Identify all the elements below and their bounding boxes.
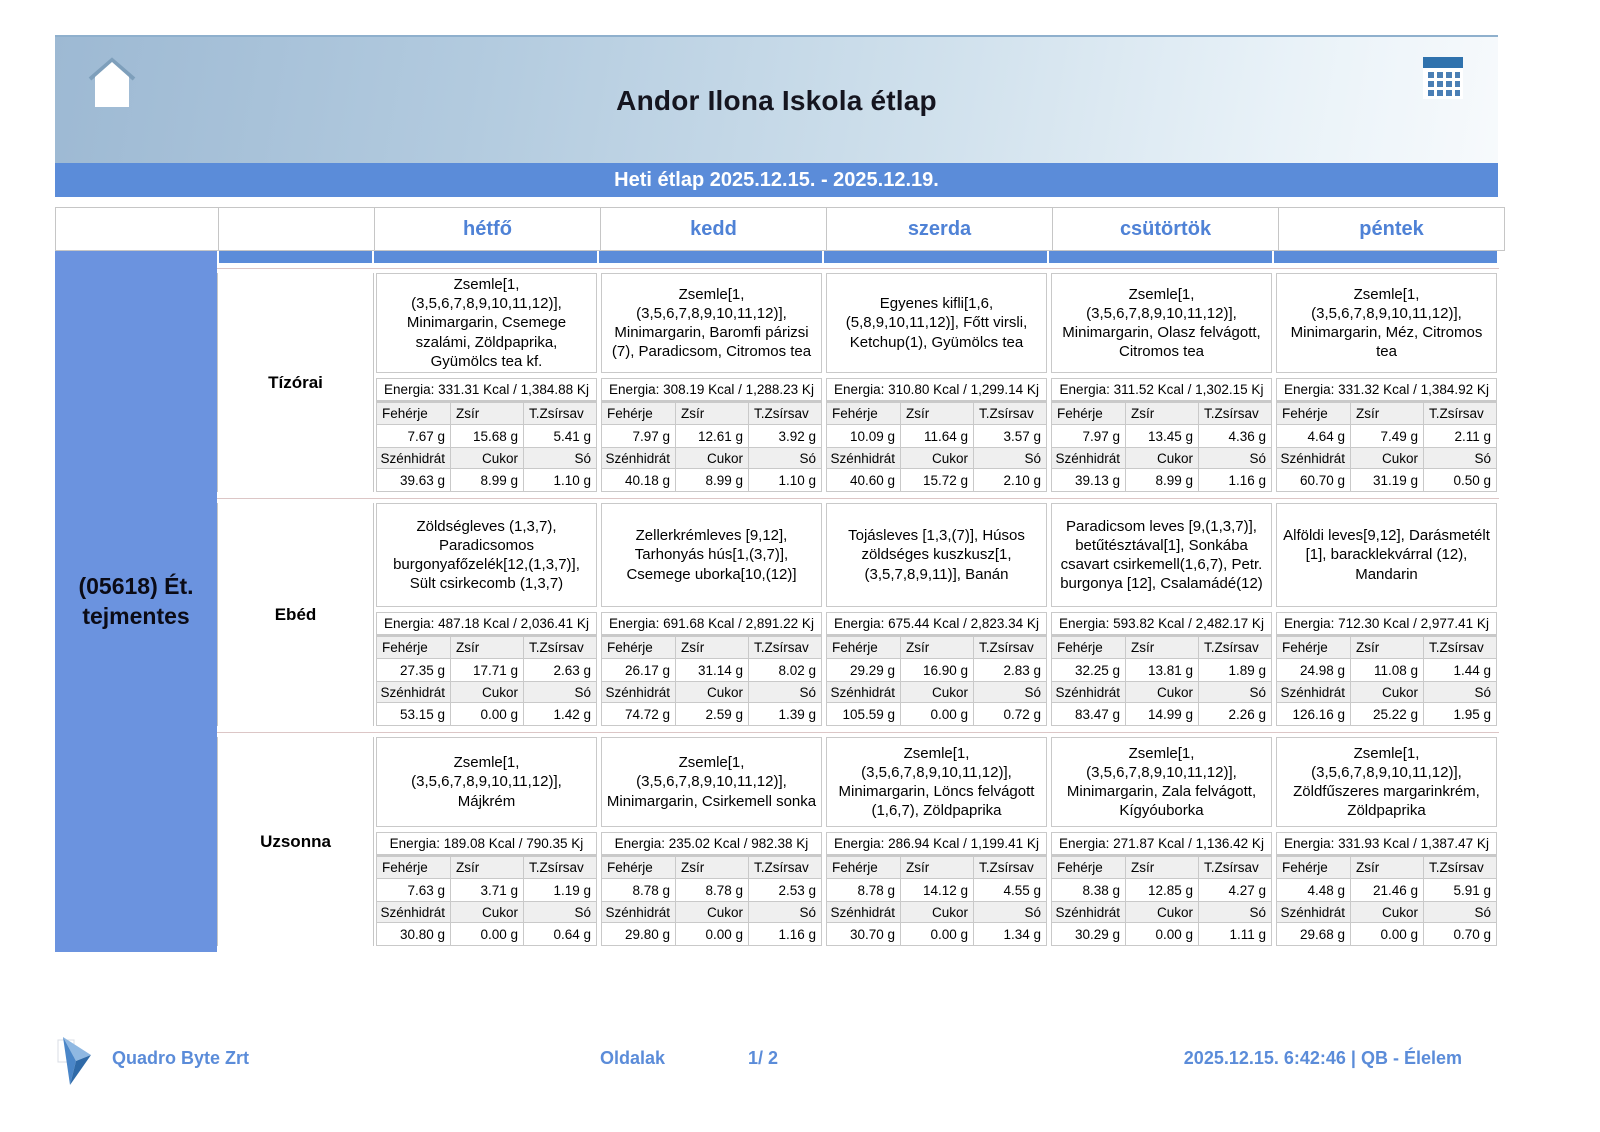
table-header-row — [55, 207, 1498, 251]
nutrient-label: Szénhidrát — [1277, 681, 1350, 702]
nutrient-label: T.Zsírsav — [523, 637, 596, 658]
nutrient-value: 40.18 g — [602, 468, 675, 491]
nutrient-value: 0.00 g — [450, 702, 523, 725]
meal-name-label: Tízórai — [268, 372, 323, 392]
nutrient-value: 7.97 g — [602, 424, 675, 447]
dish-text: Alföldi leves[9,12], Darásmetélt [1], baracklekvárral (12), Mandarin — [1276, 503, 1497, 607]
menu-day-cell — [599, 737, 824, 946]
nutrient-grid — [601, 401, 822, 492]
nutrient-label: Fehérje — [1277, 403, 1350, 424]
nutrient-value: 4.55 g — [973, 878, 1046, 901]
nutrient-label: Só — [1198, 447, 1271, 468]
nutrient-label: Fehérje — [1052, 857, 1125, 878]
menu-table — [55, 207, 1498, 952]
meal-name-cell — [217, 503, 374, 726]
nutrient-value: 1.34 g — [973, 922, 1046, 945]
nutrient-value: 0.00 g — [450, 922, 523, 945]
nutrient-value: 1.19 g — [523, 878, 596, 901]
nutrient-label: Cukor — [900, 901, 973, 922]
diet-sidebar — [55, 251, 217, 952]
dish-text: Zsemle[1, (3,5,6,7,8,9,10,11,12)], Májkrém — [376, 737, 597, 827]
nutrient-value: 8.99 g — [450, 468, 523, 491]
energy-text: Energia: 189.08 Kcal / 790.35 Kj — [376, 832, 597, 855]
meal-name-label: Uzsonna — [260, 831, 331, 851]
nutrient-label: Fehérje — [377, 403, 450, 424]
menu-day-cell — [599, 273, 824, 492]
nutrient-value: 40.60 g — [827, 468, 900, 491]
nutrient-label: Cukor — [1125, 901, 1198, 922]
nutrient-value: 1.16 g — [1198, 468, 1271, 491]
nutrient-value: 31.19 g — [1350, 468, 1423, 491]
nutrient-value: 14.99 g — [1125, 702, 1198, 725]
nutrient-value: 26.17 g — [602, 658, 675, 681]
header-banner — [55, 35, 1498, 163]
energy-text: Energia: 331.32 Kcal / 1,384.92 Kj — [1276, 378, 1497, 401]
nutrient-label: Só — [973, 447, 1046, 468]
nutrient-value: 0.64 g — [523, 922, 596, 945]
nutrient-value: 30.80 g — [377, 922, 450, 945]
page-footer — [0, 1032, 1600, 1092]
nutrient-label: Fehérje — [827, 637, 900, 658]
menu-day-cell — [824, 737, 1049, 946]
nutrient-label: Só — [523, 901, 596, 922]
nutrient-value: 30.29 g — [1052, 922, 1125, 945]
nutrient-label: Szénhidrát — [377, 681, 450, 702]
nutrient-grid — [826, 401, 1047, 492]
nutrient-label: Só — [1423, 681, 1496, 702]
blue-divider-bar — [217, 251, 1499, 263]
nutrient-grid — [1051, 855, 1272, 946]
nutrient-label: Só — [748, 901, 821, 922]
nutrient-label: Só — [523, 447, 596, 468]
nutrient-label: Cukor — [1125, 447, 1198, 468]
nutrient-value: 0.00 g — [1350, 922, 1423, 945]
nutrient-value: 32.25 g — [1052, 658, 1125, 681]
nutrient-value: 53.15 g — [377, 702, 450, 725]
nutrient-grid — [1276, 401, 1497, 492]
nutrient-grid — [1276, 635, 1497, 726]
diet-label: (05618) Ét. tejmentes — [78, 572, 194, 629]
nutrient-label: Zsír — [1125, 637, 1198, 658]
nutrient-value: 3.92 g — [748, 424, 821, 447]
nutrient-value: 0.00 g — [900, 922, 973, 945]
dish-text: Egyenes kifli[1,6, (5,8,9,10,11,12)], Főtt virsli, Ketchup(1), Gyümölcs tea — [826, 273, 1047, 373]
dish-text: Zsemle[1, (3,5,6,7,8,9,10,11,12)], Minimargarin, Csemege szalámi, Zöldpaprika, Gyümölcs tea kf. — [376, 273, 597, 373]
nutrient-value: 31.14 g — [675, 658, 748, 681]
week-title-bar — [55, 163, 1498, 197]
meal-name-cell — [217, 273, 374, 492]
menu-day-cell — [599, 503, 824, 726]
nutrient-value: 3.57 g — [973, 424, 1046, 447]
nutrient-value: 7.49 g — [1350, 424, 1423, 447]
nutrient-label: Szénhidrát — [1277, 901, 1350, 922]
nutrient-label: Fehérje — [602, 637, 675, 658]
meal-name-label: Ebéd — [274, 604, 317, 624]
menu-day-cell — [1274, 737, 1499, 946]
nutrient-label: T.Zsírsav — [748, 857, 821, 878]
dish-text: Zsemle[1, (3,5,6,7,8,9,10,11,12)], Minimargarin, Zala felvágott, Kígyóuborka — [1051, 737, 1272, 827]
menu-day-cell — [824, 503, 1049, 726]
corner-cell — [55, 207, 218, 251]
nutrient-value: 1.89 g — [1198, 658, 1271, 681]
energy-text: Energia: 691.68 Kcal / 2,891.22 Kj — [601, 612, 822, 635]
nutrient-value: 8.99 g — [1125, 468, 1198, 491]
nutrient-label: Fehérje — [377, 637, 450, 658]
nutrient-label: Só — [973, 681, 1046, 702]
energy-text: Energia: 271.87 Kcal / 1,136.42 Kj — [1051, 832, 1272, 855]
nutrient-label: Zsír — [1350, 857, 1423, 878]
nutrient-value: 4.48 g — [1277, 878, 1350, 901]
nutrient-label: T.Zsírsav — [748, 403, 821, 424]
nutrient-label: Szénhidrát — [1052, 901, 1125, 922]
nutrient-label: Só — [1198, 901, 1271, 922]
nutrient-label: Zsír — [1350, 637, 1423, 658]
meal-name-cell — [217, 737, 374, 946]
nutrient-value: 0.00 g — [675, 922, 748, 945]
nutrient-value: 60.70 g — [1277, 468, 1350, 491]
nutrient-label: Fehérje — [602, 403, 675, 424]
nutrient-value: 2.10 g — [973, 468, 1046, 491]
nutrient-value: 2.63 g — [523, 658, 596, 681]
nutrient-label: T.Zsírsav — [523, 403, 596, 424]
nutrient-value: 29.29 g — [827, 658, 900, 681]
menu-day-cell — [1274, 273, 1499, 492]
nutrient-label: Zsír — [900, 857, 973, 878]
nutrient-value: 7.63 g — [377, 878, 450, 901]
meal-group-uzsonna — [217, 732, 1499, 952]
nutrient-label: Fehérje — [827, 857, 900, 878]
nutrient-value: 15.72 g — [900, 468, 973, 491]
nutrient-label: Zsír — [675, 403, 748, 424]
nutrient-label: Cukor — [675, 447, 748, 468]
nutrient-grid — [376, 855, 597, 946]
nutrient-value: 30.70 g — [827, 922, 900, 945]
nutrient-label: Zsír — [450, 857, 523, 878]
nutrient-grid — [376, 401, 597, 492]
day-header-szerda: szerda — [826, 207, 1052, 251]
nutrient-label: Cukor — [450, 901, 523, 922]
nutrient-value: 1.16 g — [748, 922, 821, 945]
nutrient-value: 3.71 g — [450, 878, 523, 901]
nutrient-label: Szénhidrát — [602, 901, 675, 922]
nutrient-label: Fehérje — [1052, 637, 1125, 658]
nutrient-label: Zsír — [900, 403, 973, 424]
nutrient-label: Só — [1198, 681, 1271, 702]
nutrient-label: T.Zsírsav — [1423, 403, 1496, 424]
energy-text: Energia: 235.02 Kcal / 982.38 Kj — [601, 832, 822, 855]
nutrient-value: 17.71 g — [450, 658, 523, 681]
nutrient-value: 0.50 g — [1423, 468, 1496, 491]
meal-group-tizorai — [217, 268, 1499, 498]
footer-company: Quadro Byte Zrt — [112, 1048, 250, 1068]
nutrient-label: Zsír — [675, 637, 748, 658]
nutrient-value: 1.42 g — [523, 702, 596, 725]
nutrient-label: Zsír — [1350, 403, 1423, 424]
footer-page-number: 1/ 2 — [748, 1048, 779, 1068]
nutrient-label: Só — [973, 901, 1046, 922]
nutrient-value: 11.64 g — [900, 424, 973, 447]
nutrient-label: Cukor — [1350, 901, 1423, 922]
nutrient-grid — [826, 855, 1047, 946]
nutrient-label: T.Zsírsav — [973, 857, 1046, 878]
nutrient-label: Só — [523, 681, 596, 702]
dish-text: Zöldségleves (1,3,7), Paradicsomos burgonyafőzelék[12,(1,3,7)], Sült csirkecomb (1,3,7) — [376, 503, 597, 607]
menu-day-cell — [1049, 737, 1274, 946]
nutrient-value: 7.67 g — [377, 424, 450, 447]
menu-day-cell — [374, 503, 599, 726]
nutrient-value: 74.72 g — [602, 702, 675, 725]
nutrient-label: Cukor — [1125, 681, 1198, 702]
nutrient-value: 105.59 g — [827, 702, 900, 725]
nutrient-label: Cukor — [1350, 447, 1423, 468]
dish-text: Paradicsom leves [9,(1,3,7)], betűtésztával[1], Sonkába csavart csirkemell(1,6,7), Petr. burgonya [12], Csalamádé(12) — [1051, 503, 1272, 607]
dish-text: Zsemle[1, (3,5,6,7,8,9,10,11,12)], Zöldfűszeres margarinkrém, Zöldpaprika — [1276, 737, 1497, 827]
menu-day-cell — [824, 273, 1049, 492]
nutrient-label: T.Zsírsav — [523, 857, 596, 878]
nutrient-label: T.Zsírsav — [1423, 637, 1496, 658]
nutrient-value: 1.11 g — [1198, 922, 1271, 945]
footer-pages-label: Oldalak — [600, 1048, 666, 1068]
footer-timestamp: 2025.12.15. 6:42:46 | QB - Élelem — [1183, 1048, 1462, 1068]
day-header-pentek: péntek — [1278, 207, 1505, 251]
nutrient-label: Szénhidrát — [827, 901, 900, 922]
nutrient-label: Cukor — [675, 681, 748, 702]
nutrient-label: Szénhidrát — [827, 447, 900, 468]
nutrient-value: 15.68 g — [450, 424, 523, 447]
menu-day-cell — [1274, 503, 1499, 726]
nutrient-label: Fehérje — [602, 857, 675, 878]
nutrient-value: 8.99 g — [675, 468, 748, 491]
calendar-icon[interactable] — [1422, 55, 1464, 101]
dish-text: Zsemle[1, (3,5,6,7,8,9,10,11,12)], Minimargarin, Löncs felvágott (1,6,7), Zöldpaprika — [826, 737, 1047, 827]
nutrient-value: 8.38 g — [1052, 878, 1125, 901]
nutrient-value: 4.27 g — [1198, 878, 1271, 901]
nutrient-label: Cukor — [900, 447, 973, 468]
nutrient-label: T.Zsírsav — [973, 637, 1046, 658]
nutrient-value: 0.72 g — [973, 702, 1046, 725]
nutrient-grid — [1051, 635, 1272, 726]
nutrient-value: 12.61 g — [675, 424, 748, 447]
nutrient-value: 1.95 g — [1423, 702, 1496, 725]
nutrient-label: Szénhidrát — [1052, 681, 1125, 702]
nutrient-value: 4.64 g — [1277, 424, 1350, 447]
nutrient-grid — [376, 635, 597, 726]
energy-text: Energia: 308.19 Kcal / 1,288.23 Kj — [601, 378, 822, 401]
nutrient-label: Fehérje — [377, 857, 450, 878]
quadro-byte-logo-icon — [57, 1034, 95, 1088]
nutrient-label: Zsír — [675, 857, 748, 878]
nutrient-value: 24.98 g — [1277, 658, 1350, 681]
nutrient-label: Szénhidrát — [377, 901, 450, 922]
nutrient-value: 13.81 g — [1125, 658, 1198, 681]
nutrient-value: 14.12 g — [900, 878, 973, 901]
menu-day-cell — [1049, 503, 1274, 726]
nutrient-value: 8.02 g — [748, 658, 821, 681]
nutrient-value: 83.47 g — [1052, 702, 1125, 725]
nutrient-value: 2.53 g — [748, 878, 821, 901]
nutrient-label: Cukor — [450, 447, 523, 468]
nutrient-label: T.Zsírsav — [1198, 637, 1271, 658]
nutrient-value: 1.10 g — [523, 468, 596, 491]
nutrient-grid — [826, 635, 1047, 726]
energy-text: Energia: 331.31 Kcal / 1,384.88 Kj — [376, 378, 597, 401]
dish-text: Zsemle[1, (3,5,6,7,8,9,10,11,12)], Minimargarin, Baromfi párizsi (7), Paradicsom, Citromos tea — [601, 273, 822, 373]
menu-day-cell — [374, 737, 599, 946]
dish-text: Zellerkrémleves [9,12], Tarhonyás hús[1,(3,7)], Csemege uborka[10,(12)] — [601, 503, 822, 607]
nutrient-label: Fehérje — [1052, 403, 1125, 424]
nutrient-value: 0.00 g — [1125, 922, 1198, 945]
nutrient-value: 126.16 g — [1277, 702, 1350, 725]
nutrient-value: 1.44 g — [1423, 658, 1496, 681]
nutrient-label: Zsír — [450, 637, 523, 658]
menu-day-cell — [1049, 273, 1274, 492]
nutrient-value: 8.78 g — [827, 878, 900, 901]
nutrient-label: Cukor — [1350, 681, 1423, 702]
nutrient-label: Szénhidrát — [1052, 447, 1125, 468]
nutrient-value: 27.35 g — [377, 658, 450, 681]
energy-text: Energia: 331.93 Kcal / 1,387.47 Kj — [1276, 832, 1497, 855]
nutrient-grid — [1051, 401, 1272, 492]
dish-text: Zsemle[1, (3,5,6,7,8,9,10,11,12)], Minimargarin, Olasz felvágott, Citromos tea — [1051, 273, 1272, 373]
nutrient-label: Szénhidrát — [602, 681, 675, 702]
nutrient-value: 13.45 g — [1125, 424, 1198, 447]
nutrient-label: Só — [748, 681, 821, 702]
day-header-kedd: kedd — [600, 207, 826, 251]
energy-text: Energia: 310.80 Kcal / 1,299.14 Kj — [826, 378, 1047, 401]
energy-text: Energia: 487.18 Kcal / 2,036.41 Kj — [376, 612, 597, 635]
nutrient-label: T.Zsírsav — [1198, 403, 1271, 424]
nutrient-value: 21.46 g — [1350, 878, 1423, 901]
nutrient-label: Só — [1423, 901, 1496, 922]
nutrient-value: 0.70 g — [1423, 922, 1496, 945]
nutrient-value: 8.78 g — [602, 878, 675, 901]
nutrient-label: Cukor — [900, 681, 973, 702]
nutrient-label: T.Zsírsav — [1198, 857, 1271, 878]
nutrient-value: 0.00 g — [900, 702, 973, 725]
meal-header-cell — [218, 207, 374, 251]
nutrient-grid — [601, 635, 822, 726]
nutrient-value: 29.80 g — [602, 922, 675, 945]
nutrient-label: Fehérje — [1277, 637, 1350, 658]
nutrient-label: T.Zsírsav — [973, 403, 1046, 424]
nutrient-value: 2.26 g — [1198, 702, 1271, 725]
energy-text: Energia: 286.94 Kcal / 1,199.41 Kj — [826, 832, 1047, 855]
energy-text: Energia: 675.44 Kcal / 2,823.34 Kj — [826, 612, 1047, 635]
nutrient-label: Cukor — [675, 901, 748, 922]
nutrient-label: T.Zsírsav — [748, 637, 821, 658]
nutrient-value: 4.36 g — [1198, 424, 1271, 447]
nutrient-value: 25.22 g — [1350, 702, 1423, 725]
nutrient-value: 12.85 g — [1125, 878, 1198, 901]
menu-day-cell — [374, 273, 599, 492]
nutrient-value: 1.39 g — [748, 702, 821, 725]
energy-text: Energia: 593.82 Kcal / 2,482.17 Kj — [1051, 612, 1272, 635]
nutrient-label: Zsír — [450, 403, 523, 424]
nutrient-value: 16.90 g — [900, 658, 973, 681]
nutrient-value: 1.10 g — [748, 468, 821, 491]
dish-text: Tojásleves [1,3,(7)], Húsos zöldséges kuszkusz[1, (3,5,7,8,9,11)], Banán — [826, 503, 1047, 607]
week-title: Heti étlap 2025.12.15. - 2025.12.19. — [614, 168, 939, 191]
day-header-csutortok: csütörtök — [1052, 207, 1278, 251]
nutrient-label: Fehérje — [827, 403, 900, 424]
nutrient-label: Zsír — [1125, 857, 1198, 878]
nutrient-value: 5.41 g — [523, 424, 596, 447]
nutrient-value: 8.78 g — [675, 878, 748, 901]
nutrient-value: 39.63 g — [377, 468, 450, 491]
nutrient-grid — [1276, 855, 1497, 946]
energy-text: Energia: 712.30 Kcal / 2,977.41 Kj — [1276, 612, 1497, 635]
nutrient-label: Zsír — [1125, 403, 1198, 424]
nutrient-value: 39.13 g — [1052, 468, 1125, 491]
nutrient-label: Szénhidrát — [1277, 447, 1350, 468]
nutrient-value: 10.09 g — [827, 424, 900, 447]
nutrient-label: Szénhidrát — [377, 447, 450, 468]
nutrient-label: Só — [748, 447, 821, 468]
dish-text: Zsemle[1, (3,5,6,7,8,9,10,11,12)], Minimargarin, Csirkemell sonka — [601, 737, 822, 827]
energy-text: Energia: 311.52 Kcal / 1,302.15 Kj — [1051, 378, 1272, 401]
page-title: Andor Ilona Iskola étlap — [616, 85, 937, 116]
nutrient-value: 2.59 g — [675, 702, 748, 725]
nutrient-label: Szénhidrát — [602, 447, 675, 468]
nutrient-value: 29.68 g — [1277, 922, 1350, 945]
nutrient-value: 2.11 g — [1423, 424, 1496, 447]
nutrient-label: Fehérje — [1277, 857, 1350, 878]
nutrient-label: Szénhidrát — [827, 681, 900, 702]
nutrient-value: 11.08 g — [1350, 658, 1423, 681]
nutrient-label: T.Zsírsav — [1423, 857, 1496, 878]
nutrient-value: 2.83 g — [973, 658, 1046, 681]
nutrient-label: Cukor — [450, 681, 523, 702]
dish-text: Zsemle[1, (3,5,6,7,8,9,10,11,12)], Minimargarin, Méz, Citromos tea — [1276, 273, 1497, 373]
nutrient-value: 7.97 g — [1052, 424, 1125, 447]
nutrient-label: Zsír — [900, 637, 973, 658]
nutrient-grid — [601, 855, 822, 946]
day-header-hetfo: hétfő — [374, 207, 600, 251]
nutrient-value: 5.91 g — [1423, 878, 1496, 901]
meal-group-ebed — [217, 498, 1499, 732]
nutrient-label: Só — [1423, 447, 1496, 468]
